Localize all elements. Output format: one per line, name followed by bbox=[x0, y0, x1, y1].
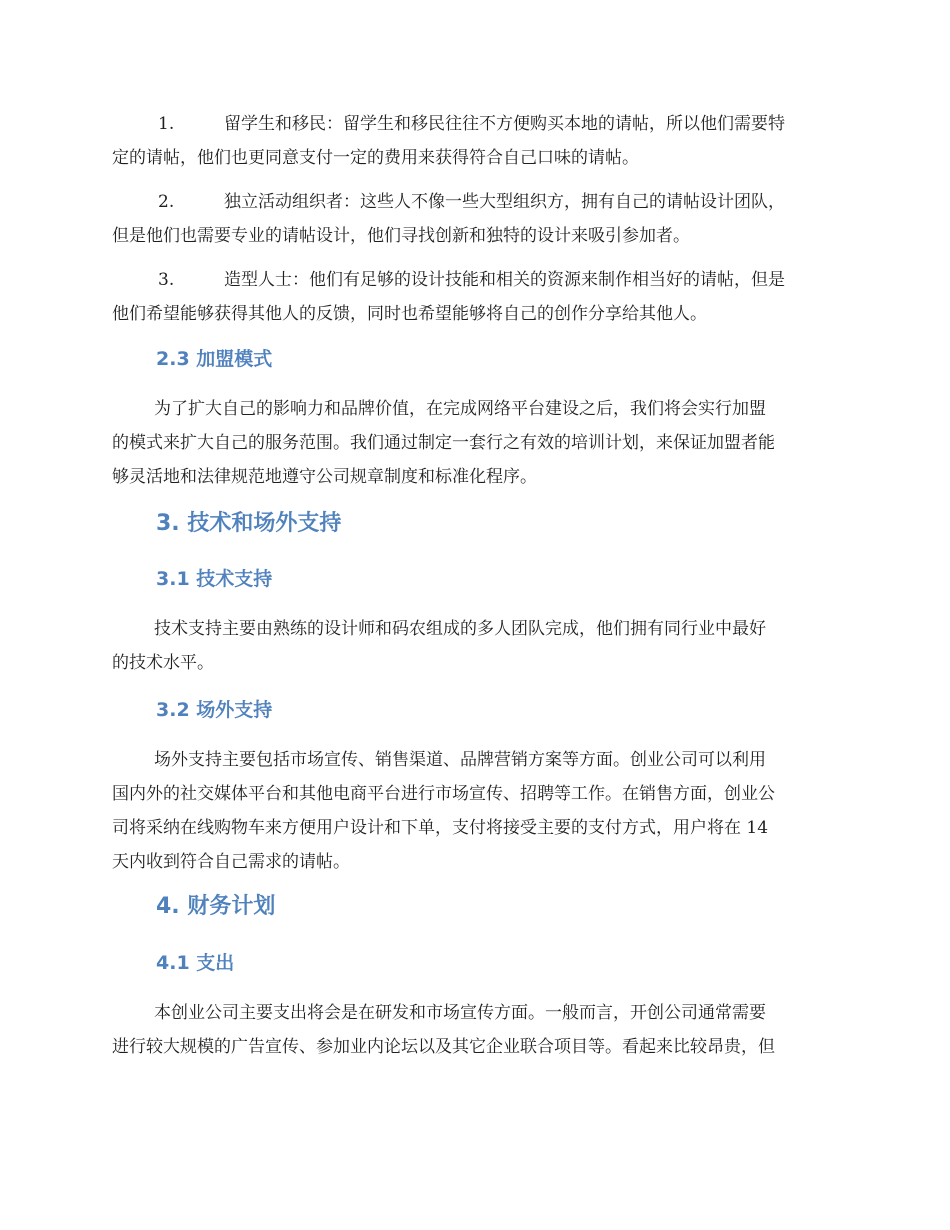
list-text: 定的请帖，他们也更同意支付一定的费用来获得符合自己口味的请帖。 bbox=[112, 148, 639, 168]
list-number: 2. bbox=[158, 192, 175, 212]
paragraph-2-3 bbox=[112, 392, 839, 494]
list-number: 3. bbox=[158, 270, 175, 290]
paragraph-3-2 bbox=[112, 743, 839, 879]
list-item bbox=[112, 185, 839, 253]
text-line: 技术支持主要由熟练的设计师和码农组成的多人团队完成，他们拥有同行业中最好 bbox=[154, 619, 766, 639]
list-text: 留学生和移民：留学生和移民往往不方便购买本地的请帖，所以他们需要特 bbox=[224, 114, 785, 134]
text-line: 的模式来扩大自己的服务范围。我们通过制定一套行之有效的培训计划，来保证加盟者能 bbox=[112, 433, 775, 453]
section-heading-3-1: 3.1 技术支持 bbox=[156, 568, 273, 590]
section-heading-3: 3. 技术和场外支持 bbox=[156, 511, 342, 536]
text-line: 天内收到符合自己需求的请帖。 bbox=[112, 852, 350, 872]
list-item bbox=[112, 107, 839, 175]
paragraph-4-1 bbox=[112, 996, 839, 1064]
list-text: 他们希望能够获得其他人的反馈，同时也希望能够将自己的创作分享给其他人。 bbox=[112, 304, 707, 324]
list-text: 造型人士：他们有足够的设计技能和相关的资源来制作相当好的请帖，但是 bbox=[224, 270, 785, 290]
list-text: 独立活动组织者：这些人不像一些大型组织方，拥有自己的请帖设计团队， bbox=[224, 192, 785, 212]
paragraph-3-1 bbox=[112, 612, 839, 680]
section-heading-4: 4. 财务计划 bbox=[156, 894, 276, 919]
text-line: 国内外的社交媒体平台和其他电商平台进行市场宣传、招聘等工作。在销售方面，创业公 bbox=[112, 784, 775, 804]
list-text: 但是他们也需要专业的请帖设计，他们寻找创新和独特的设计来吸引参加者。 bbox=[112, 226, 690, 246]
list-item bbox=[112, 263, 839, 331]
section-heading-3-2: 3.2 场外支持 bbox=[156, 699, 273, 721]
text-line: 司将采纳在线购物车来方便用户设计和下单，支付将接受主要的支付方式，用户将在 14 bbox=[112, 818, 769, 838]
text-line: 为了扩大自己的影响力和品牌价值，在完成网络平台建设之后，我们将会实行加盟 bbox=[154, 399, 766, 419]
text-line: 的技术水平。 bbox=[112, 653, 214, 673]
text-line: 场外支持主要包括市场宣传、销售渠道、品牌营销方案等方面。创业公司可以利用 bbox=[154, 750, 766, 770]
section-heading-4-1: 4.1 支出 bbox=[156, 952, 235, 974]
section-heading-2-3: 2.3 加盟模式 bbox=[156, 348, 273, 370]
text-line: 够灵活地和法律规范地遵守公司规章制度和标准化程序。 bbox=[112, 467, 537, 487]
text-line: 本创业公司主要支出将会是在研发和市场宣传方面。一般而言，开创公司通常需要 bbox=[154, 1003, 766, 1023]
text-line: 进行较大规模的广告宣传、参加业内论坛以及其它企业联合项目等。看起来比较昂贵，但 bbox=[112, 1037, 775, 1057]
list-number: 1. bbox=[158, 114, 175, 134]
